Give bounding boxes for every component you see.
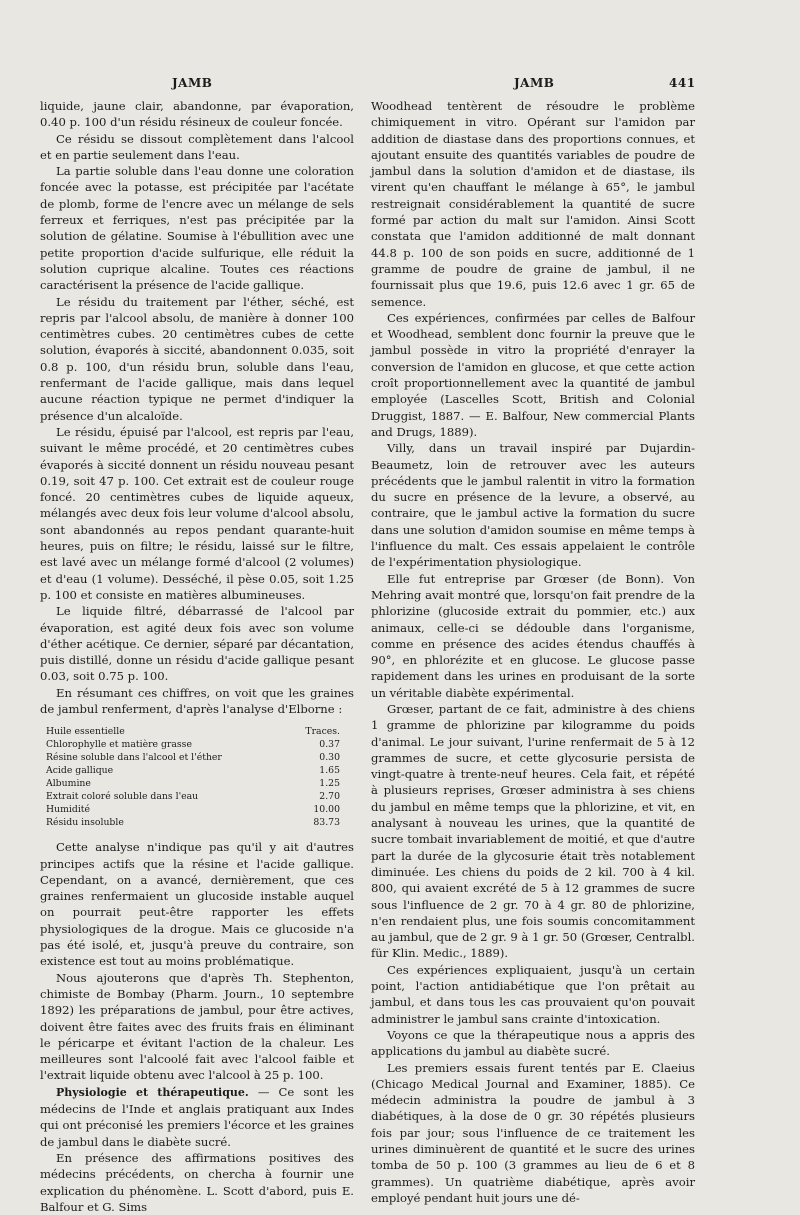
paragraph: Grœser, partant de ce fait, administre à des chiens 1 gramme de phlorizine par kilogramme du poids d'animal. Le jour suivant, l'urine renfermait de 5 à 12 grammes de sucre, et cette glycosurie persista de vingt-quatre à trente-neuf heures. Cela fait, et répété à plusieurs reprises, Grœser administra à ses chiens du jambul en même temps que la phlorizine, et vit, en analysant à nouveau les urines, que la quantité de sucre tombait invariablement de moitié, et que d'autre part la durée de la glycosurie était très notablement diminuée. Les chiens du poids de 2 kil. 700 à 4 kil. 800, qui avaient excrété de 5 à 12 grammes de sucre sous l'influence de 2 gr. 70 à 4 gr. 80 de phlorizine, n'en rendaient plus, une fois soumis concomitamment au jambul, que de 2 gr. 9 à 1 gr. 50 (Grœser, Centralbl. für Klin. Medic., 1889). (371, 701, 695, 961)
right-column (371, 98, 695, 1205)
component-value: 10.00 (313, 804, 340, 816)
paragraph: En présence des affirmations positives des médecins précédents, on chercha à fournir une explication du phénomène. L. Scott d'abord, puis E. Balfour et G. Sims (40, 1150, 354, 1214)
paragraph: Le liquide filtré, débarrassé de l'alcool par évaporation, est agité deux fois avec son volume d'éther acétique. Ce dernier, séparé par décantation, puis distillé, donne un résidu d'acide gallique pesant 0.03, soit 0.75 p. 100. (40, 604, 354, 684)
paragraph: Le résidu du traitement par l'éther, séché, est repris par l'alcool absolu, de manière à donner 100 centimètres cubes. 20 centimètres cubes de cette solution, évaporés à siccité, abandonnent 0.035, soit 0.8 p. 100, d'un résidu brun, soluble dans l'eau, renfermant de l'acide gallique, mais dans lequel aucune réaction typique ne permet d'indiquer la présence d'un alcaloïde. (40, 294, 354, 423)
paragraph: Cette analyse n'indique pas qu'il y ait d'autres principes actifs que la résine et l'acide gallique. Cependant, on a avancé, dernièrement, que ces graines renfermaient un glucoside instable auquel on pourrait peut-être rapporter les effets physiologiques de la drogue. Mais ce glucoside n'a pas été isolé, et, jusqu'à preuve du contraire, son existence est tout au moins problématique. (40, 840, 354, 969)
table-row (46, 777, 340, 790)
table-row (46, 751, 340, 764)
component-value: 2.70 (319, 791, 340, 803)
component-value: Traces. (305, 726, 340, 738)
table-row (46, 738, 340, 751)
table-row (46, 803, 340, 816)
right-running-head: JAMB (514, 76, 555, 90)
page-number: 441 (669, 76, 696, 90)
component-name: Chlorophylle et matière grasse (46, 739, 192, 751)
component-value: 83.73 (313, 817, 340, 829)
paragraph: Voyons ce que la thérapeutique nous a appris des applications du jambul au diabète sucré. (371, 1027, 695, 1059)
component-value: 0.37 (319, 739, 340, 751)
paragraph: La partie soluble dans l'eau donne une coloration foncée avec la potasse, est précipitée par l'acétate de plomb, forme de l'encre avec un mélange de sels ferreux et ferriques, n'est pas précipitée par la solution de gélatine. Soumise à l'ébullition avec une petite proportion d'acide sulfurique, elle réduit la solution cuprique alcaline. Toutes ces réactions caractérisent la présence de l'acide gallique. (40, 164, 354, 293)
paragraph: Elle fut entreprise par Grœser (de Bonn). Von Mehring avait montré que, lorsqu'on fait prendre de la phlorizine (glucoside extrait du pommier, etc.) aux animaux, celle-ci se dédouble dans l'organisme, comme en présence des acides étendus chauffés à 90°, en phlorézite et en glucose. Le glucose passe rapidement dans les urines en produisant de la sorte un véritable diabète expérimental. (371, 571, 695, 700)
paragraph: En résumant ces chiffres, on voit que les graines de jambul renferment, d'après l'analyse d'Elborne : (40, 685, 354, 716)
table-row (46, 790, 340, 803)
paragraph: Les premiers essais furent tentés par E. Claeius (Chicago Medical Journal and Examiner, 1885). Ce médecin administra la poudre de jambul à 3 diabétiques, à la dose de 0 gr. 30 répétés plusieurs fois par jour; sous l'influence de ce traitement les urines diminuèrent de quantité et le sucre des urines tomba de 50 p. 100 (3 grammes au lieu de 6 et 8 grammes). Un quatrième diabétique, après avoir employé pendant huit jours une dé- (371, 1060, 695, 1205)
component-name: Résidu insoluble (46, 817, 124, 829)
paragraph: Ces expériences expliquaient, jusqu'à un certain point, l'action antidiabétique que l'on prêtait au jambul, et dans tous les cas prouvaient qu'on pouvait administrer le jambul sans crainte d'intoxication. (371, 962, 695, 1026)
paragraph (40, 1084, 354, 1150)
paragraph: Le résidu, épuisé par l'alcool, est repris par l'eau, suivant le même procédé, et 20 centimètres cubes évaporés à siccité donnent un résidu nouveau pesant 0.19, soit 47 p. 100. Cet extrait est de couleur rouge foncé. 20 centimètres cubes de liquide aqueux, mélangés avec deux fois leur volume d'alcool absolu, sont abandonnés au repos pendant quarante-huit heures, puis on filtre; le résidu, laissé sur le filtre, est lavé avec un mélange formé d'alcool (2 volumes) et d'eau (1 volume). Desséché, il pèse 0.05, soit 1.25 p. 100 et consiste en matières albumineuses. (40, 424, 354, 602)
component-value: 1.65 (319, 765, 340, 777)
table-row (46, 816, 340, 829)
component-value: 1.25 (319, 778, 340, 790)
left-column (40, 98, 354, 1214)
component-name: Huile essentielle (46, 726, 125, 738)
paragraph: Ces expériences, confirmées par celles de Balfour et Woodhead, semblent donc fournir la preuve que le jambul possède in vitro la propriété d'enrayer la conversion de l'amidon en glucose, et que cette action croît proportionnellement avec la quantité de jambul employée (Lascelles Scott, British and Colonial Druggist, 1887. — E. Balfour, New commercial Plants and Drugs, 1889). (371, 310, 695, 439)
paragraph: Nous ajouterons que d'après Th. Stephenton, chimiste de Bombay (Pharm. Journ., 10 septembre 1892) les préparations de jambul, pour être actives, doivent être faites avec des fruits frais en éliminant le péricarpe et évitant l'action de la chaleur. Les meilleures sont l'alcoolé fait avec l'alcool faible et l'extrait liquide obtenu avec l'alcool à 25 p. 100. (40, 970, 354, 1083)
left-running-head: JAMB (172, 76, 213, 90)
component-name: Extrait coloré soluble dans l'eau (46, 791, 199, 803)
composition-table (46, 725, 340, 829)
paragraph: liquide, jaune clair, abandonne, par évaporation, 0.40 p. 100 d'un résidu résineux de couleur foncée. (40, 99, 354, 130)
table-row (46, 764, 340, 777)
component-name: Humidité (46, 804, 91, 816)
paragraph: Villy, dans un travail inspiré par Dujardin-Beaumetz, loin de retrouver avec les auteurs précédents que le jambul ralentit in vitro la formation du sucre en présence de la levure, a observé, au contraire, que le jambul active la formation du sucre dans une solution d'amidon soumise en même temps à l'influence du malt. Ces essais appelaient le contrôle de l'expérimentation physiologique. (371, 441, 695, 570)
component-value: 0.30 (319, 752, 340, 764)
component-name: Albumine (46, 778, 91, 790)
section-text: — Ce sont les médecins de l'Inde et anglais pratiquant aux Indes qui ont préconisé les premiers l'écorce et les graines de jambul dans le diabète sucré. (40, 1084, 354, 1149)
component-name: Acide gallique (46, 765, 114, 777)
paragraph: Woodhead tentèrent de résoudre le problème chimiquement in vitro. Opérant sur l'amidon par addition de diastase dans des proportions connues, et ajoutant ensuite des quantités variables de poudre de jambul dans la solution d'amidon et de diastase, ils virent qu'en chauffant le mélange à 65°, le jambul restreignait considérablement la quantité de sucre formé par action du malt sur l'amidon. Ainsi Scott constata que l'amidon additionné de malt donnant 44.8 p. 100 de son poids en sucre, additionné de 1 gramme de poudre de graine de jambul, il ne fournissait plus que 19.6, puis 12.6 avec 1 gr. 65 de semence. (371, 99, 695, 309)
component-name: Résine soluble dans l'alcool et l'éther (46, 752, 222, 764)
section-heading: Physiologie et thérapeutique. (56, 1085, 249, 1099)
paragraph: Ce résidu se dissout complètement dans l'alcool et en partie seulement dans l'eau. (40, 131, 354, 162)
table-row (46, 725, 340, 738)
